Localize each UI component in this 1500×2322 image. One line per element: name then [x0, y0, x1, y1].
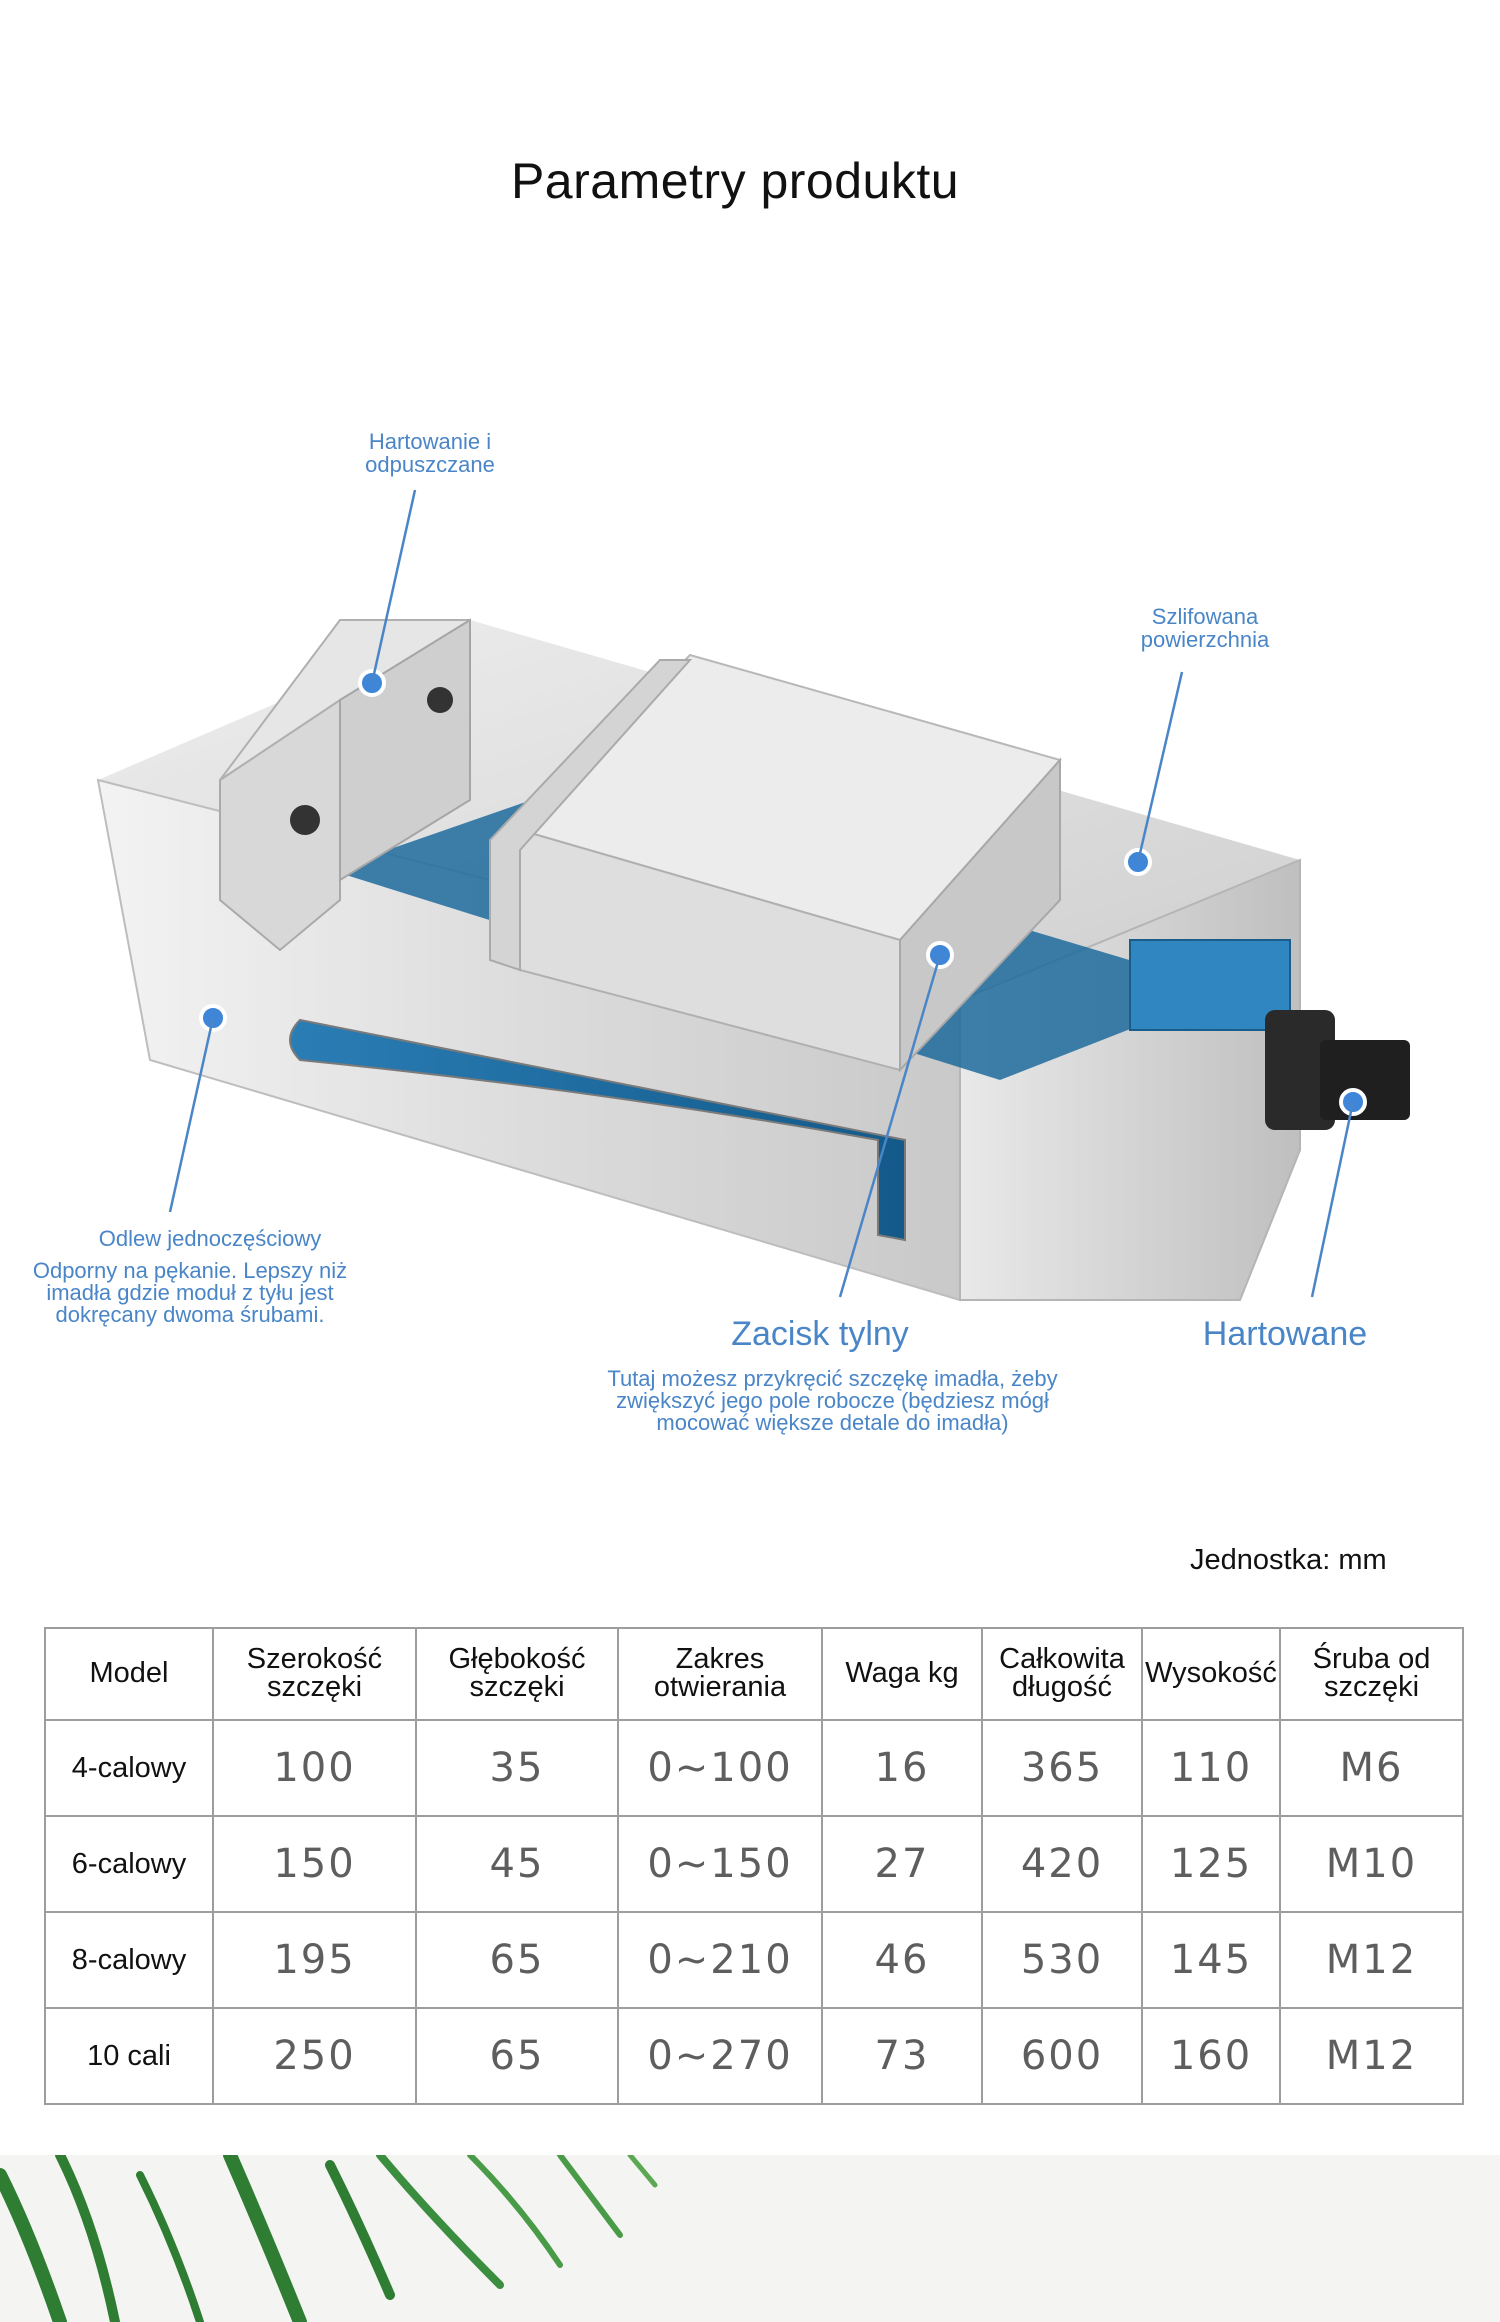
model-cell: 8-calowy: [45, 1912, 213, 2008]
callout-rear-clamp-desc: Tutaj możesz przykręcić szczękę imadła, żeby zwiększyć jego pole robocze (będziesz mógł mocować większe detale do imadła): [607, 1366, 1058, 1435]
table-row: [45, 1720, 1463, 1816]
model-cell: 6-calowy: [45, 1816, 213, 1912]
model-cell: 10 cali: [45, 2008, 213, 2104]
value-cell: 46: [822, 1912, 982, 2008]
table-row: [45, 2008, 1463, 2104]
callout-casting-desc: Odporny na pękanie. Lepszy niż imadła gdzie moduł z tyłu jest dokręcany dwoma śrubami.: [32, 1258, 348, 1327]
value-cell: 35: [416, 1720, 618, 1816]
value-cell: 530: [982, 1912, 1142, 2008]
value-cell: 365: [982, 1720, 1142, 1816]
value-cell: 125: [1142, 1816, 1280, 1912]
jaw-bolt-hole: [290, 805, 320, 835]
value-cell: 250: [213, 2008, 416, 2104]
value-cell: 145: [1142, 1912, 1280, 2008]
value-cell: 600: [982, 2008, 1142, 2104]
plant-decoration: [0, 2155, 1500, 2322]
value-cell: 160: [1142, 2008, 1280, 2104]
column-header: Waga kg: [822, 1628, 982, 1720]
value-cell: 0~210: [618, 1912, 822, 2008]
table-header-row: [45, 1628, 1463, 1720]
page-title: Parametry produktu: [510, 153, 960, 209]
value-cell: M6: [1280, 1720, 1463, 1816]
table-row: [45, 1816, 1463, 1912]
column-header: Wysokość: [1142, 1628, 1280, 1720]
jaw-bolt-hole: [427, 687, 453, 713]
column-header: Zakres otwierania: [618, 1628, 822, 1720]
table-row: [45, 1912, 1463, 2008]
value-cell: 65: [416, 1912, 618, 2008]
callout-ground-surface: Szlifowana powierzchnia: [1140, 604, 1270, 653]
value-cell: 0~150: [618, 1816, 822, 1912]
value-cell: 73: [822, 2008, 982, 2104]
value-cell: M12: [1280, 2008, 1463, 2104]
value-cell: 16: [822, 1720, 982, 1816]
value-cell: 195: [213, 1912, 416, 2008]
value-cell: 0~270: [618, 2008, 822, 2104]
value-cell: 27: [822, 1816, 982, 1912]
value-cell: 420: [982, 1816, 1142, 1912]
model-cell: 4-calowy: [45, 1720, 213, 1816]
column-header: Całkowita długość: [982, 1628, 1142, 1720]
column-header: Szerokość szczęki: [213, 1628, 416, 1720]
column-header: Śruba od szczęki: [1280, 1628, 1463, 1720]
callout-rear-clamp-title: Zacisk tylny: [731, 1315, 909, 1353]
value-cell: M10: [1280, 1816, 1463, 1912]
column-header: Model: [45, 1628, 213, 1720]
callout-casting-title: Odlew jednoczęściowy: [98, 1226, 322, 1251]
unit-label: Jednostka: mm: [1190, 1544, 1387, 1576]
value-cell: 0~100: [618, 1720, 822, 1816]
callout-hardened: Hartowane: [1202, 1315, 1368, 1353]
value-cell: M12: [1280, 1912, 1463, 2008]
value-cell: 110: [1142, 1720, 1280, 1816]
value-cell: 65: [416, 2008, 618, 2104]
callout-hardening: Hartowanie i odpuszczane: [365, 429, 495, 478]
column-header: Głębokość szczęki: [416, 1628, 618, 1720]
spec-table: [44, 1627, 1464, 2105]
callout-line: [1312, 1102, 1353, 1297]
value-cell: 150: [213, 1816, 416, 1912]
value-cell: 45: [416, 1816, 618, 1912]
value-cell: 100: [213, 1720, 416, 1816]
